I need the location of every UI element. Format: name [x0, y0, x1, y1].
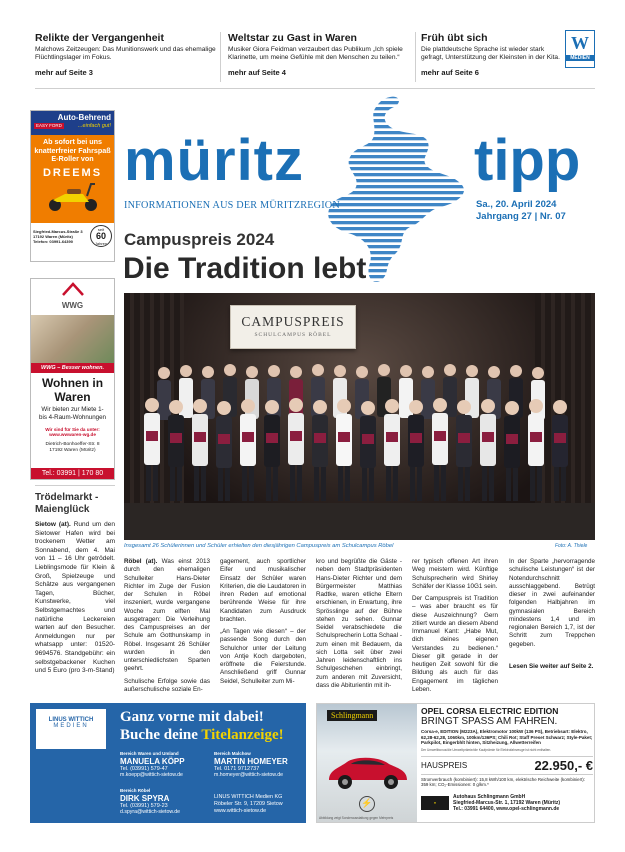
wwg-phone[interactable]: Tel.: 03991 | 170 80	[31, 468, 114, 479]
headline-title: Die Tradition lebt	[123, 252, 367, 285]
teaser-title: Weltstar zu Gast in Waren	[228, 32, 357, 44]
ad-auto-behrend[interactable]	[30, 110, 115, 262]
opel-logo: ⚡	[359, 796, 375, 812]
headline-kicker: Campuspreis 2024	[124, 230, 275, 249]
article-col-2	[220, 558, 306, 690]
dealer-address: Siegfried-Marcus-Str. 1, 17192 Waren (Müritz)	[453, 799, 561, 806]
opel-fineprint: Der Umweltbonus/die Umweltprämie/die Kaufprämie für Elektrofahrzeuge ist nicht enthalten.	[421, 747, 552, 752]
contact-name: MANUELA KÖPP	[120, 757, 185, 766]
teaser-more[interactable]: mehr auf Seite 4	[228, 68, 286, 77]
badge-bot: Jahren	[94, 241, 108, 246]
article-col-4	[412, 558, 498, 698]
wittich-logo	[565, 30, 595, 68]
scooter-image	[43, 180, 103, 212]
teaser-text: Musiker Giora Feidman verzaubert das Publikum „Ich spiele Klarinette, um meine Gefühle mit den Menschen zu teilen.“	[228, 46, 403, 61]
logo-letter: W	[571, 33, 589, 53]
sidebar-lead: Sietow (at).	[35, 521, 71, 528]
article-text: Schulische Erfolge sowie das außerschulische soziale En-	[124, 677, 210, 693]
ad-header	[31, 111, 114, 135]
article-col-5	[509, 558, 595, 675]
issue-number: Jahrgang 27 | Nr. 07	[476, 211, 566, 222]
wwg-house-icon	[62, 282, 84, 296]
image-caption: Abbildung zeigt Sonderausstattung gegen Mehrpreis	[319, 816, 394, 820]
contact-name: DIRK SPYRA	[120, 794, 170, 803]
article-lead: Röbel (at).	[124, 558, 158, 565]
ad-dreems-logo: DREEMS	[42, 166, 103, 179]
sidebar-title: Trödelmarkt - Maienglück	[35, 492, 99, 515]
sign-title: CAMPUSPREIS	[241, 314, 345, 329]
opel-subtitle: BRINGT SPASS AM FAHREN.	[421, 716, 558, 727]
opel-price: 22.950,- €	[534, 757, 593, 773]
masthead-title-right: tipp	[474, 128, 581, 193]
wittich-company: LINUS WITTICH Medien KG Röbeler Str. 9, 17209 Sietow www.wittich-sietow.de	[214, 794, 283, 814]
article-col-3	[316, 558, 402, 694]
contact-mail[interactable]: d.spyra@wittich-sietow.de	[120, 809, 181, 815]
wittich-headline: Ganz vorne mit dabei!	[120, 709, 264, 725]
contact-tel: Tel. (03991) 579-47	[120, 766, 168, 772]
headline2-highlight: Titelanzeige!	[201, 727, 284, 743]
article-text: gagement, auch sportlicher Eifer und musikalischer Einsatz der Schüler waren Kriterien, die die Laudatoren in ihren Reden auf emotional berührende Weise für ihre Kandidaten zum Ausdruck brachten.	[220, 558, 306, 623]
masthead-title-left: müritz	[124, 128, 304, 193]
article-text: Der Campuspreis ist Tradition – was aber braucht es für diese Auszeichnung? Gern zitiert wurde an diesem Abend Immanuel Kant: „Habe Mut, dich deines eigenen Verstandes zu bedienen.“ Dieser gilt gerade in der heutigen Zeit sowohl für die Bildung als auch für das Engagement im täglichen Leben.	[412, 595, 498, 693]
contact-tel: Tel. (03991) 579-23	[120, 803, 168, 809]
logo-label: MEDIEN	[566, 55, 594, 61]
contact-tel: Tel. 0171 9712737	[214, 766, 260, 772]
issue-date: Sa., 20. April 2024	[476, 199, 557, 210]
car-image	[323, 750, 411, 792]
wittich-subheadline	[120, 727, 284, 744]
schlingmann-logo: ●	[421, 796, 449, 810]
teaser-title: Früh übt sich	[421, 32, 488, 44]
article-text: rer typisch offenen Art ihren Weg meistern wird. Künftige Schulsprecherin wird Shirley Schäfer der Klasse 10G1 sein.	[412, 558, 498, 590]
wwg-logo: WWG	[61, 301, 84, 310]
masthead-subtitle: INFORMATIONEN AUS DER MÜRITZREGION	[124, 200, 340, 211]
headline2-text: Buche deine	[120, 727, 202, 743]
ad-address: Siegfried-Marcus-Straße 3 17192 Waren (Müritz) Telefon: 03991-64390	[33, 228, 83, 244]
teaser-title: Relikte der Vergangenheit	[35, 32, 164, 44]
dealer-contact[interactable]: Tel.: 03991 64400, www.opel-schlingmann.de	[453, 805, 560, 812]
wwg-photo	[31, 315, 114, 363]
contact-area: Bereich Waren und Umland	[120, 751, 179, 756]
teaser-more[interactable]: mehr auf Seite 6	[421, 68, 479, 77]
contact-area: Bereich Malchow	[214, 751, 251, 756]
contact-area: Bereich Röbel	[120, 788, 151, 793]
award-group	[124, 343, 595, 540]
contact-mail[interactable]: m.koepp@wittich-sietow.de	[120, 772, 183, 778]
dealer-name: Autohaus Schlingmann GmbH	[453, 793, 526, 800]
contact-3[interactable]	[120, 788, 210, 815]
price-label: HAUSPREIS	[421, 760, 468, 770]
logo-top: LINUS WITTICH	[48, 717, 94, 723]
article-text: Was einst 2013 durch den ehemaligen Schulleiter Hans-Dieter Richter im Zuge der Fusion der Schulen in Röbel inszeniert, wurde vergangene Woche zum elften Mal ausgetragen: Die Verleihung des Campuspreises an der Schule am Gotthunskamp in Röbel. Insgesamt 26 Schüler wurden in den unterschiedlichsten Sparten geehrt.	[124, 558, 210, 673]
photo-credit: Foto: A. Thiele	[555, 543, 588, 549]
ad-wittich-titelanzeige[interactable]	[30, 703, 306, 823]
ad-opel-corsa[interactable]	[316, 703, 595, 823]
ad-slogan: ...einfach gut!	[77, 123, 111, 129]
badge-top: seit	[97, 227, 105, 232]
sign-sub: SCHULCAMPUS RÖBEL	[254, 332, 332, 338]
badge-num: 60	[95, 231, 106, 241]
contact-2[interactable]	[214, 751, 304, 778]
sidebar-text	[35, 521, 115, 676]
contact-mail[interactable]: m.homeyer@wittich-sietow.de	[214, 772, 283, 778]
opel-dealer-photo	[317, 704, 417, 822]
teaser-text: Die plattdeutsche Sprache ist wieder stark gefragt, Unterstützung der Kleinsten in der Kita.	[421, 46, 560, 61]
main-photo	[124, 293, 595, 540]
wwg-slogan: WWG – Besser wohnen.	[31, 363, 114, 373]
opel-title: OPEL CORSA ELECTRIC EDITION	[421, 706, 559, 716]
teaser-3[interactable]	[421, 32, 561, 77]
contact-1[interactable]	[120, 751, 210, 778]
teaser-2[interactable]	[228, 32, 412, 77]
logo-bot: MEDIEN	[53, 723, 89, 729]
opel-consumption: Stromverbrauch (kombiniert): 15,8 kWh/100 km, elektrische Reichweite (kombiniert): 359 km; CO₂-Emissionen: 0 g/km.*	[421, 776, 585, 787]
photo-caption: Insgesamt 26 Schülerinnen und Schüler erhielten den diesjährigen Campuspreis am Schulcampus Röbel	[124, 543, 394, 549]
wwg-address: Dietrich-Bonhoeffer-Str. 8 17192 Waren (Müritz)	[45, 442, 100, 453]
ad-tag: EASY FORD	[36, 123, 62, 128]
ad-badge-60	[90, 225, 112, 247]
article-text: In der Sparte „hervorragende schulische Leistungen“ ist der Notendurchschnitt ausschlaggebend. Betrügt dieser in zwei aufeinander folgenden Halbjahren im gymnasialen Bereich mindestens 1,4 und im regionalen Bereich 1,7, ist der Schritt zum Treppchen gegeben.	[509, 558, 595, 648]
ad-offer: Ab sofort bei uns knatterfreier Fahrspaß E-Roller von	[34, 137, 111, 163]
article-text: „An Tagen wie diesen“ – der passende Song durch den Schulchor unter der Leitung von Antje Koch dargeboten, eröffnete die Feierstunde. Anschließend griff Gunnar Seidel, Schulleiter zum Mi-	[220, 628, 306, 685]
dealer-sign: Schlingmann	[327, 710, 377, 721]
contact-name: MARTIN HOMEYER	[214, 757, 288, 766]
article-text: kro und begrüßte die Gäste - neben dem Stadtpräsidenten Hans-Dieter Richter und dem Bürgermeister Matthias Radtke, waren etliche Eltern erschienen, in Erwartung, ihre Sprösslinge auf der Bühne stehen zu sehen. Gunnar Seidel verabschiedete die Schulsprecherin Lotta Schaal - zum einen mit Bedauern, da sich Lotta seit über zwei Jahren leidenschaftlich ins Schulgeschehen einbringt, zum anderen mit Zuversicht, dass die Abiturientin mit ih-	[316, 558, 402, 689]
article-continue-link[interactable]: Lesen Sie weiter auf Seite 2.	[509, 662, 594, 670]
opel-specs: Corsa-e, EDITION (M223A), Elektromotor 100kW (136 PS), Betriebsart: Elektro, 62,28-62,28, 1060km, 100km/136PS; Chili Rot; Staff Preset Schwarz; Style-Paket; Parkpilot, Eingerbhlt hinten, Sitzheizung, Allwetterreifen	[421, 729, 593, 745]
ad-offer-box	[31, 135, 114, 223]
wwg-title: Wohnen in Waren	[41, 376, 104, 404]
teaser-1[interactable]	[35, 32, 217, 77]
teaser-more[interactable]: mehr auf Seite 3	[35, 68, 93, 77]
ad-wwg[interactable]	[30, 278, 115, 480]
wwg-info: Wir sind für Sie da unter: www.wwwaren-wg.de	[45, 427, 100, 437]
sidebar-body: Rund um den Sietower Hafen wird bei trockenem Wetter am Sonnabend, dem 4. Mai von 11 – 16 Uhr getrödelt. Lieblingsmode für Klein & Groß, Spielzeuge und Schätze aus vergangenen Tagen, Bücher, Kunstwerke, viel Selbstgemachtes und natürliche Leckereien warten auf den Besucher. Anmeldungen nur per whatsapp unter: 01520-9694576. Standgebühr: ein selbstgebackener Kuchen und 5 Euro (pro 3-m-Stand)	[35, 521, 115, 675]
wittich-ad-logo	[36, 709, 106, 749]
article-col-1	[124, 558, 210, 698]
teaser-text: Malchows Zeitzeugen: Das Munitionswerk und das ehemalige Flüchtlingslager im Fokus.	[35, 46, 216, 61]
ad-brand: Auto-Behrend	[57, 113, 111, 122]
wwg-text: Wir bieten zur Miete 1- bis 4-Raum-Wohnungen	[39, 406, 106, 421]
